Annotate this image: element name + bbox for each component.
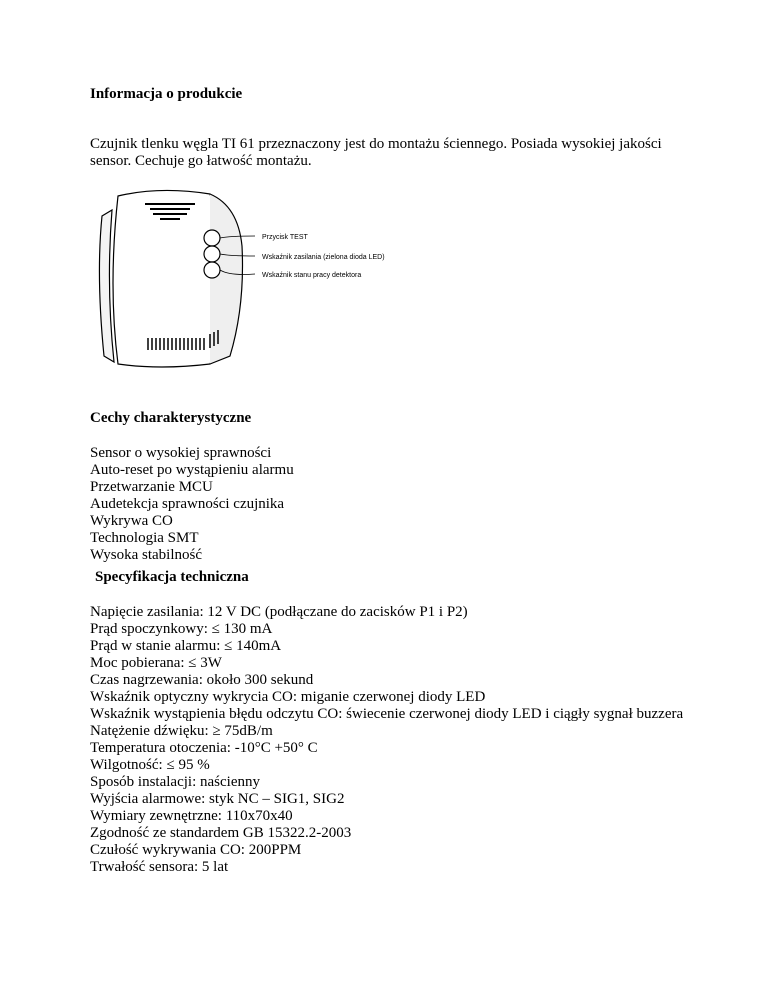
list-item: Moc pobierana: ≤ 3W xyxy=(90,655,222,671)
list-item: Auto-reset po wystąpieniu alarmu xyxy=(90,462,294,478)
list-item: Natężenie dźwięku: ≥ 75dB/m xyxy=(90,723,273,739)
list-item: Czas nagrzewania: około 300 sekund xyxy=(90,672,314,688)
list-item: Wymiary zewnętrzne: 110x70x40 xyxy=(90,808,293,824)
detector-illustration xyxy=(90,186,420,370)
list-item: Sposób instalacji: naścienny xyxy=(90,774,260,790)
list-item: Wskaźnik wystąpienia błędu odczytu CO: świecenie czerwonej diody LED i ciągły sygnał buzzera xyxy=(90,706,684,722)
list-item: Wskaźnik optyczny wykrycia CO: miganie czerwonej diody LED xyxy=(90,689,486,705)
heading-spec: Specyfikacja techniczna xyxy=(95,569,249,585)
indicator-buttons xyxy=(204,230,220,278)
callout-status-indicator: Wskaźnik stanu pracy detektora xyxy=(262,272,362,279)
features-list xyxy=(90,445,294,564)
intro-paragraph: Czujnik tlenku węgla TI 61 przeznaczony jest do montażu ściennego. Posiada wysokiej jakości sensor. Cechuje go łatwość montażu. xyxy=(90,136,662,169)
list-item: Audetekcja sprawności czujnika xyxy=(90,496,285,512)
list-item: Przetwarzanie MCU xyxy=(90,479,213,495)
list-item: Wyjścia alarmowe: styk NC – SIG1, SIG2 xyxy=(90,791,345,807)
test-button-icon xyxy=(204,230,220,246)
list-item: Napięcie zasilania: 12 V DC (podłączane do zacisków P1 i P2) xyxy=(90,604,468,620)
list-item: Wysoka stabilność xyxy=(90,547,202,563)
list-item: Wilgotność: ≤ 95 % xyxy=(90,757,210,773)
power-led-icon xyxy=(204,246,220,262)
list-item: Sensor o wysokiej sprawności xyxy=(90,445,272,461)
callout-power-indicator: Wskaźnik zasilania (zielona dioda LED) xyxy=(262,254,385,261)
list-item: Prąd w stanie alarmu: ≤ 140mA xyxy=(90,638,282,654)
list-item: Zgodność ze standardem GB 15322.2-2003 xyxy=(90,825,352,841)
callout-test-button: Przycisk TEST xyxy=(262,234,308,241)
list-item: Temperatura otoczenia: -10°C +50° C xyxy=(90,740,318,756)
status-led-icon xyxy=(204,262,220,278)
list-item: Prąd spoczynkowy: ≤ 130 mA xyxy=(90,621,273,637)
list-item: Czułość wykrywania CO: 200PPM xyxy=(90,842,302,858)
heading-features: Cechy charakterystyczne xyxy=(90,410,252,426)
list-item: Technologia SMT xyxy=(90,530,199,546)
list-item: Wykrywa CO xyxy=(90,513,173,529)
heading-product-info: Informacja o produkcie xyxy=(90,86,243,102)
detector-body xyxy=(99,190,242,367)
list-item: Trwałość sensora: 5 lat xyxy=(90,859,229,875)
spec-list xyxy=(90,604,690,876)
